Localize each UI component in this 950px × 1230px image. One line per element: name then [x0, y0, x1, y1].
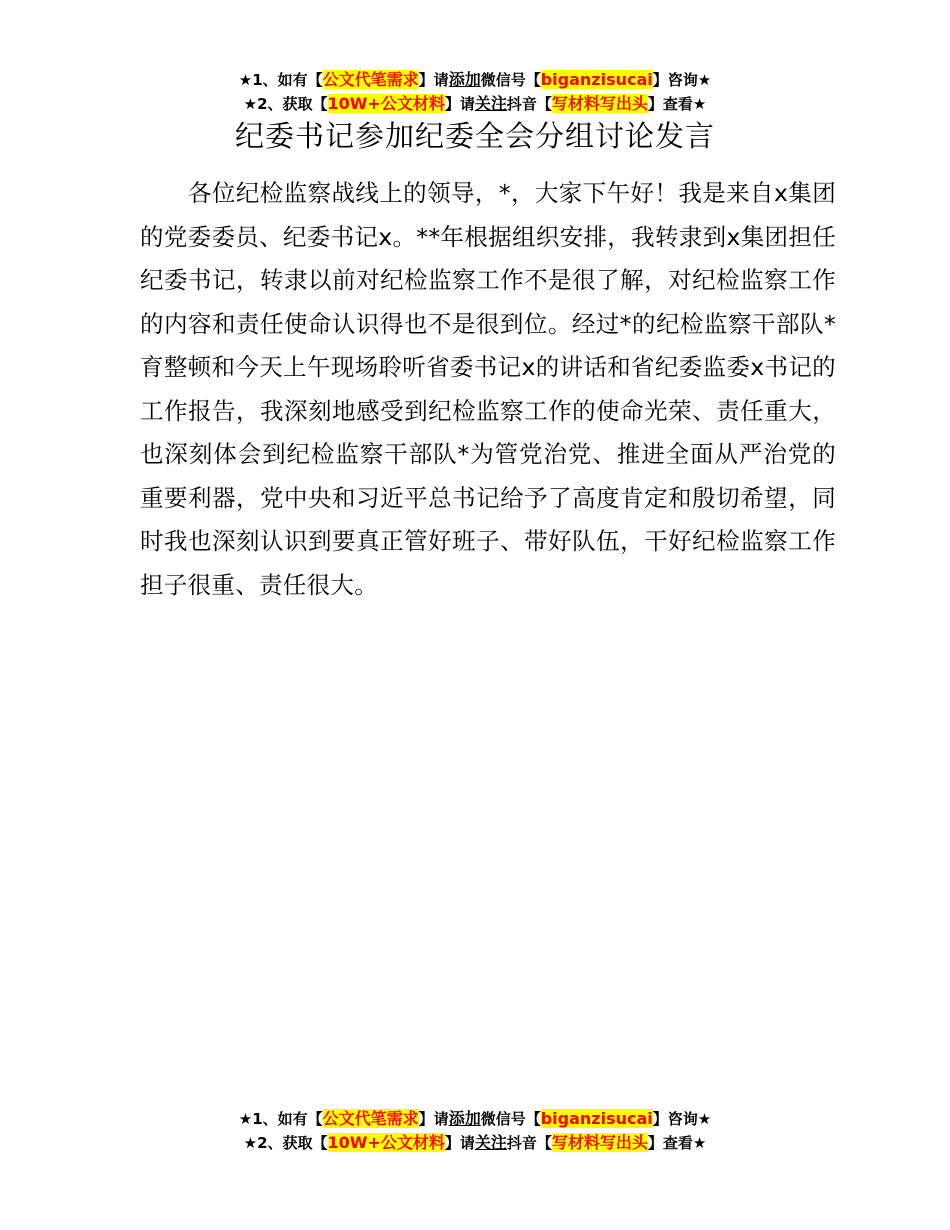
body-paragraph: 各位纪检监察战线上的领导，*，大家下午好！我是来自x集团的党委委员、纪委书记x。**年根据组织安排，我转隶到x集团担任纪委书记，转隶以前对纪检监察工作不是很了解，对纪检监察工作的内容和责任使命认识得也不是很到位。经过*的纪检监察干部队*育整顿和今天上午现场聆听省委书记x的讲话和省纪委监委x书记的工作报告，我深刻地感受到纪检监察工作的使命光荣、责任重大，也深刻体会到纪检监察干部队*为管党治党、推进全面从严治党的重要利器，党中央和习近平总书记给予了高度肯定和殷切希望，同时我也深刻认识到要真正管好班子、带好队伍，干好纪检监察工作担子很重、责任很大。 [140, 179, 836, 599]
promo-underline: 添加 [448, 1109, 481, 1128]
promo-underline: 关注 [474, 94, 507, 113]
promo-highlight: 10W+公文材料 [327, 1133, 445, 1152]
promo-text: ★1、如有【 [238, 1110, 323, 1128]
promo-line-2 [0, 92, 950, 116]
promo-highlight: 10W+公文材料 [327, 94, 445, 113]
promo-wechat-id: biganzisucai [540, 70, 653, 89]
document-title: 纪委书记参加纪委全会分组讨论发言 [234, 119, 715, 153]
promo-text: 】请 [418, 1110, 449, 1128]
promo-line-1 [0, 1107, 950, 1131]
promo-text: 微信号【 [480, 1110, 541, 1128]
promo-line-2 [0, 1131, 950, 1155]
promo-underline: 添加 [448, 70, 481, 89]
promo-highlight: 公文代笔需求 [322, 70, 419, 89]
promo-highlight: 写材料写出头 [551, 1133, 648, 1152]
promo-text: 】请 [444, 1134, 475, 1152]
promo-highlight: 写材料写出头 [551, 94, 648, 113]
promo-text: 抖音【 [506, 1134, 552, 1152]
promo-underline: 关注 [474, 1133, 507, 1152]
promo-wechat-id: biganzisucai [540, 1109, 653, 1128]
promo-text: 】查看★ [647, 1134, 707, 1152]
header-promo [0, 68, 950, 116]
promo-text: ★2、获取【 [243, 1134, 328, 1152]
promo-line-1 [0, 68, 950, 92]
promo-text: 】查看★ [647, 95, 707, 113]
promo-text: ★2、获取【 [243, 95, 328, 113]
promo-text: 微信号【 [480, 71, 541, 89]
promo-text: ★1、如有【 [238, 71, 323, 89]
promo-highlight: 公文代笔需求 [322, 1109, 419, 1128]
promo-text: 抖音【 [506, 95, 552, 113]
promo-text: 】请 [418, 71, 449, 89]
promo-text: 】咨询★ [652, 71, 712, 89]
promo-text: 】请 [444, 95, 475, 113]
footer-promo [0, 1107, 950, 1155]
promo-text: 】咨询★ [652, 1110, 712, 1128]
